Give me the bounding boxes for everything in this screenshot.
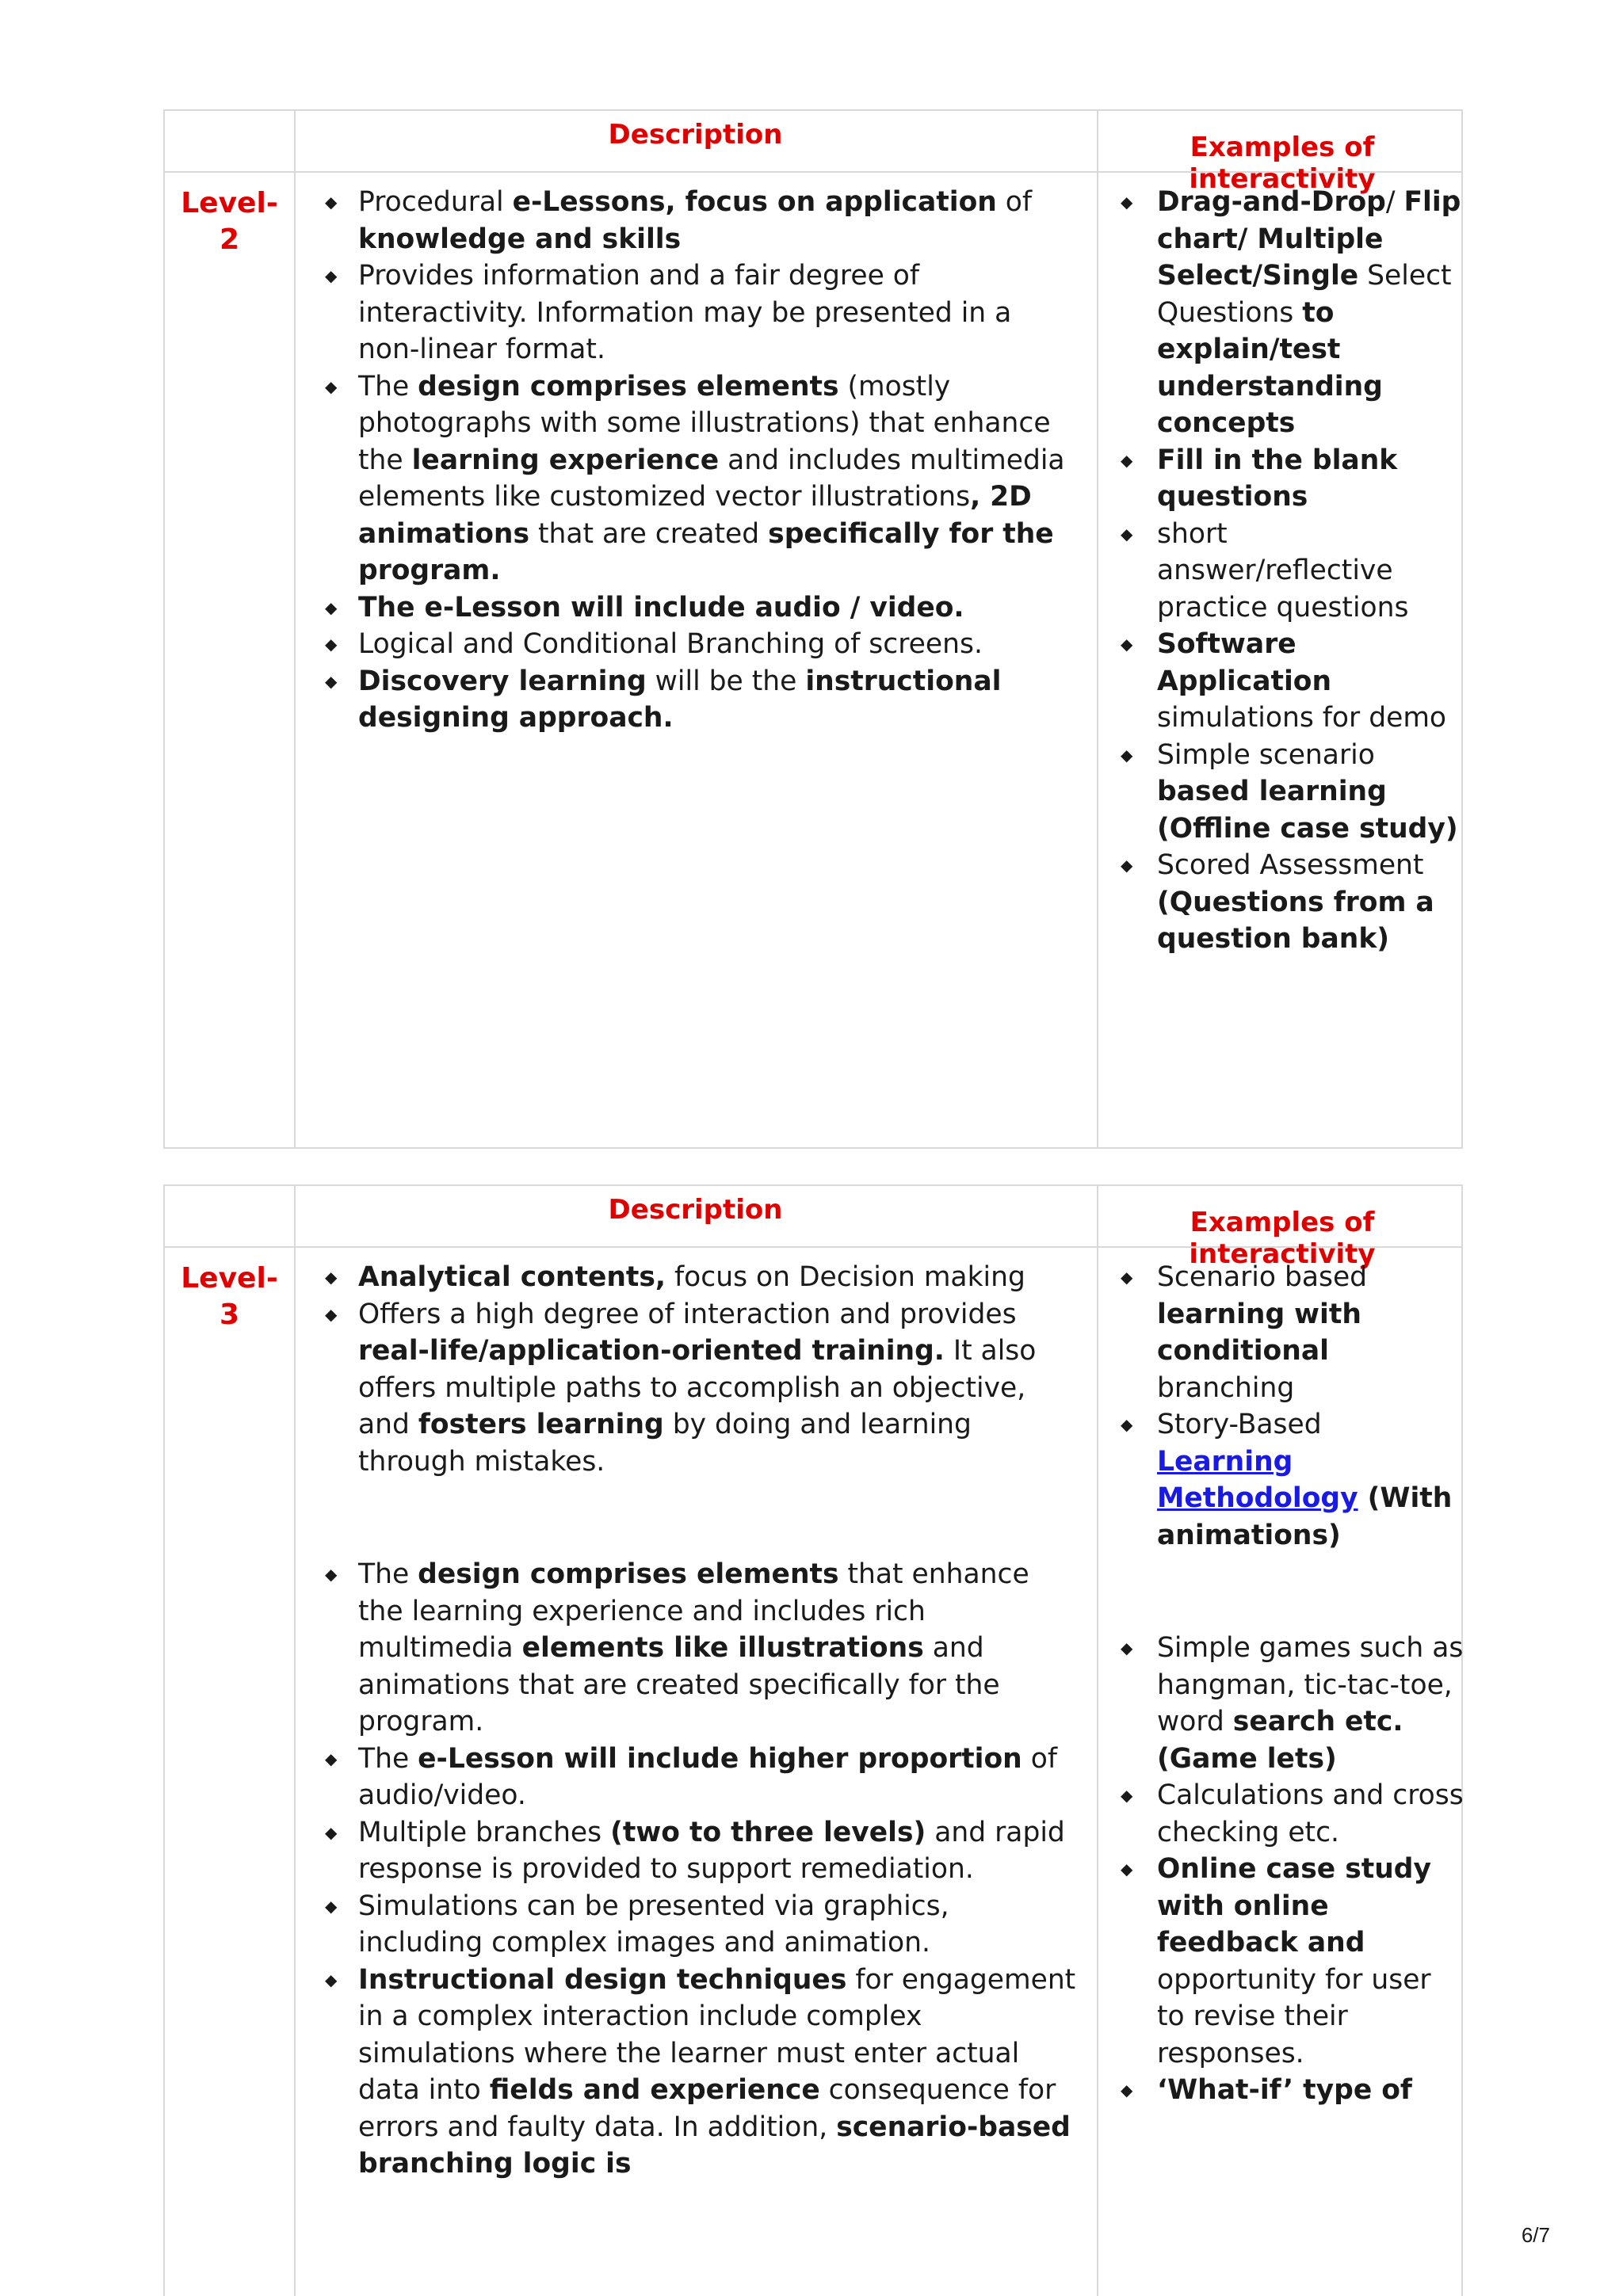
diamond-bullet-icon: ◆ (325, 193, 338, 212)
diamond-bullet-icon: ◆ (325, 597, 338, 617)
level-3-description-item: ◆ Instructional design techniques for engagement in a complex interaction include complex simulations where the learner must enter actual data into fields and experience consequence for errors and faulty data. In addition, scenario-based branching logic is (358, 1962, 1078, 2183)
examples-header: Examples of interactivity (1189, 1207, 1376, 1270)
level-3-description-item: ◆ The design comprises elements that enhance the learning experience and includes rich multimedia elements like illustrations and animations that are created specifically for the program. (358, 1556, 1078, 1741)
level-3-description-item: ◆ Multiple branches (two to three levels) and rapid response is provided to support remediation. (358, 1814, 1078, 1888)
level-2-description-item: ◆ The design comprises elements (mostly photographs with some illustrations) that enhance the learning experience and includes multimedia elements like customized vector illustrations, 2D animations that are created specifically for the program. (358, 368, 1078, 589)
diamond-bullet-icon: ◆ (325, 1822, 338, 1842)
level-3-description-item: ◆ The e-Lesson will include higher proportion of audio/video. (358, 1741, 1078, 1814)
level-2-description-item: ◆ Provides information and a fair degree of interactivity. Information may be presented in a non-linear format. (358, 257, 1078, 368)
level-2-example-item: ◆ Software Application simulations for demo (1157, 626, 1465, 737)
level-3-example-item: ◆ ‘What-if’ type of (1157, 2072, 1465, 2109)
diamond-bullet-icon: ◆ (1121, 745, 1133, 765)
diamond-bullet-icon: ◆ (1121, 1786, 1133, 1805)
diamond-bullet-icon: ◆ (325, 1970, 338, 1989)
diamond-bullet-icon: ◆ (1121, 450, 1133, 470)
diamond-bullet-icon: ◆ (325, 1896, 338, 1916)
level-2-description-item: ◆ Logical and Conditional Branching of screens. (358, 626, 1078, 663)
level-2-description (325, 184, 1078, 737)
level-3-label: Level- 3 (181, 1262, 278, 1331)
level-2-table (163, 109, 1463, 1149)
diamond-bullet-icon: ◆ (325, 1749, 338, 1768)
table-header-row (165, 1186, 1461, 1270)
diamond-bullet-icon: ◆ (1121, 1268, 1133, 1287)
level-3-example-item: ◆ Scenario based learning with conditional branching (1157, 1259, 1465, 1406)
diamond-bullet-icon: ◆ (1121, 524, 1133, 543)
level-2-examples (1121, 184, 1465, 958)
level-3-example-item: ◆ Story-Based Learning Methodology (With animations) (1157, 1406, 1465, 1554)
level-2-example-item: ◆ short answer/reflective practice questions (1157, 516, 1465, 627)
level-3-description-item: ◆ Analytical contents, focus on Decision making (358, 1259, 1078, 1296)
level-2-example-item: ◆ Drag-and-Drop/ Flip chart/ Multiple Select/Single Select Questions to explain/test understanding concepts (1157, 184, 1465, 442)
description-header: Description (608, 119, 783, 151)
level-2-example-item: ◆ Scored Assessment (Questions from a question bank) (1157, 847, 1465, 958)
level-3-description-item: ◆ Simulations can be presented via graphics, including complex images and animation. (358, 1888, 1078, 1962)
diamond-bullet-icon: ◆ (325, 1268, 338, 1287)
level-3-table (163, 1184, 1463, 2296)
level-3-examples (1121, 1259, 1465, 2109)
diamond-bullet-icon: ◆ (1121, 1638, 1133, 1657)
diamond-bullet-icon: ◆ (325, 1565, 338, 1584)
level-3-description (325, 1259, 1078, 2183)
page-number: 6/7 (1521, 2223, 1550, 2247)
diamond-bullet-icon: ◆ (325, 635, 338, 654)
diamond-bullet-icon: ◆ (325, 376, 338, 396)
level-3-description-item: ◆ Offers a high degree of interaction and provides real-life/application-oriented training. It also offers multiple paths to accomplish an objective, and fosters learning by doing and learning through mistakes. (358, 1296, 1078, 1481)
table-header-row (165, 111, 1461, 195)
learning-methodology-link[interactable]: Learning Methodology (1157, 1445, 1358, 1514)
level-2-description-item: ◆ Procedural e-Lessons, focus on application of knowledge and skills (358, 184, 1078, 257)
diamond-bullet-icon: ◆ (325, 1304, 338, 1324)
level-2-example-item: ◆ Simple scenario based learning (Offline case study) (1157, 737, 1465, 848)
diamond-bullet-icon: ◆ (1121, 635, 1133, 654)
diamond-bullet-icon: ◆ (1121, 856, 1133, 875)
level-3-example-item: ◆ Calculations and cross checking etc. (1157, 1777, 1465, 1851)
description-header: Description (608, 1194, 783, 1226)
examples-header: Examples of interactivity (1189, 132, 1376, 195)
diamond-bullet-icon: ◆ (1121, 1859, 1133, 1878)
diamond-bullet-icon: ◆ (1121, 1415, 1133, 1434)
level-2-description-item: ◆ Discovery learning will be the instructional designing approach. (358, 663, 1078, 737)
level-2-description-item: ◆ The e-Lesson will include audio / video. (358, 589, 1078, 627)
diamond-bullet-icon: ◆ (1121, 2081, 1133, 2100)
diamond-bullet-icon: ◆ (325, 671, 338, 691)
diamond-bullet-icon: ◆ (325, 266, 338, 285)
level-2-example-item: ◆ Fill in the blank questions (1157, 442, 1465, 516)
level-3-example-item: ◆ Online case study with online feedback and opportunity for user to revise their responses. (1157, 1851, 1465, 2072)
level-3-example-item: ◆ Simple games such as hangman, tic-tac-toe, word search etc. (Game lets) (1157, 1630, 1465, 1777)
diamond-bullet-icon: ◆ (1121, 193, 1133, 212)
level-2-label: Level- 2 (181, 187, 278, 256)
